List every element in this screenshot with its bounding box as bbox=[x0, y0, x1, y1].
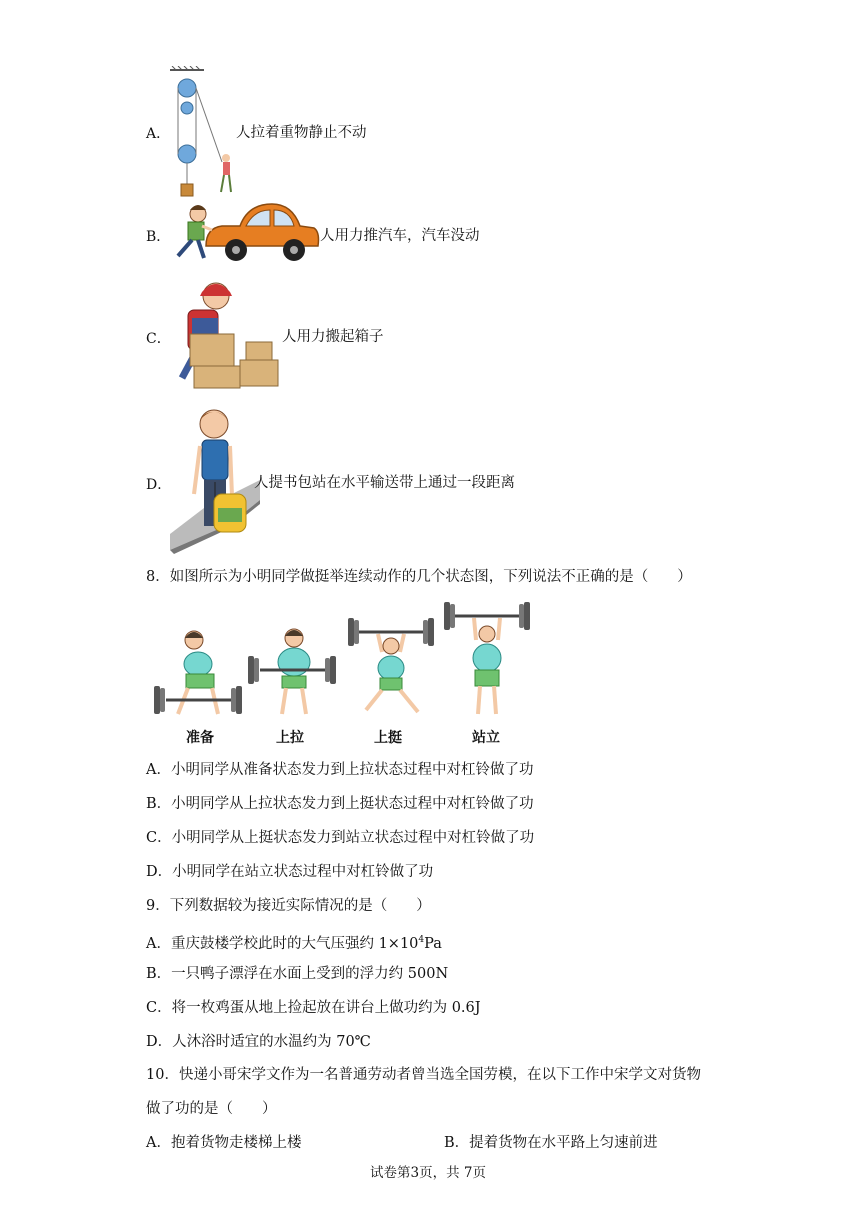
q8-option-d: D．小明同学在站立状态过程中对杠铃做了功 bbox=[146, 864, 434, 880]
lifter-stand-icon bbox=[444, 602, 530, 714]
q10-stem-line1: 10．快递小哥宋学文作为一名普通劳动者曾当选全国劳模，在以下工作中宋学文对货物 bbox=[146, 1067, 701, 1083]
option-d-text: 人提书包站在水平输送带上通过一段距离 bbox=[254, 475, 515, 491]
caption-pull: 上拉 bbox=[276, 730, 304, 746]
lifter-jerk-icon bbox=[348, 618, 434, 712]
q9-option-b: B．一只鸭子漂浮在水面上受到的浮力约 500N bbox=[146, 966, 449, 982]
q9-option-a-unit: Pa bbox=[424, 935, 442, 952]
q9-stem: 9．下列数据较为接近实际情况的是（ ） bbox=[146, 898, 431, 914]
q9-option-a-exponent: 4 bbox=[418, 935, 425, 945]
conveyor-person-icon bbox=[170, 404, 260, 554]
caption-stand: 站立 bbox=[472, 730, 500, 746]
option-c-letter: C． bbox=[146, 331, 171, 347]
option-a-letter: A． bbox=[146, 126, 171, 142]
lift-box-icon bbox=[170, 278, 280, 390]
option-b-text: 人用力推汽车，汽车没动 bbox=[320, 228, 480, 244]
q9-option-a-text: A．重庆鼓楼学校此时的大气压强约 1×10 bbox=[146, 935, 419, 952]
q9-option-d: D．人沐浴时适宜的水温约为 70℃ bbox=[146, 1034, 371, 1050]
q9-option-c: C．将一枚鸡蛋从地上捡起放在讲台上做功约为 0.6J bbox=[146, 1000, 481, 1016]
q8-option-c: C．小明同学从上挺状态发力到站立状态过程中对杠铃做了功 bbox=[146, 830, 535, 846]
push-car-icon bbox=[168, 198, 320, 268]
option-c-text: 人用力搬起箱子 bbox=[282, 329, 384, 345]
caption-jerk: 上挺 bbox=[374, 730, 402, 746]
lifter-pull-icon bbox=[248, 629, 336, 714]
option-b-letter: B． bbox=[146, 229, 171, 245]
option-a-text: 人拉着重物静止不动 bbox=[236, 125, 367, 141]
q10-stem-line2: 做了功的是（ ） bbox=[146, 1101, 277, 1117]
q10-option-a: A．抱着货物走楼梯上楼 bbox=[146, 1135, 302, 1151]
q8-option-b: B．小明同学从上拉状态发力到上挺状态过程中对杠铃做了功 bbox=[146, 796, 534, 812]
weightlifting-figure bbox=[148, 600, 538, 722]
option-d-letter: D． bbox=[146, 477, 172, 493]
q9-option-a bbox=[146, 930, 442, 954]
caption-ready: 准备 bbox=[186, 730, 214, 746]
q10-option-b: B．提着货物在水平路上匀速前进 bbox=[444, 1135, 658, 1151]
pulley-person-icon bbox=[168, 66, 238, 198]
q8-stem: 8．如图所示为小明同学做挺举连续动作的几个状态图，下列说法不正确的是（ ） bbox=[146, 569, 692, 585]
q8-option-a: A．小明同学从准备状态发力到上拉状态过程中对杠铃做了功 bbox=[146, 762, 534, 778]
lifter-ready-icon bbox=[154, 631, 242, 714]
page-footer: 试卷第3页，共 7页 bbox=[370, 1165, 486, 1181]
